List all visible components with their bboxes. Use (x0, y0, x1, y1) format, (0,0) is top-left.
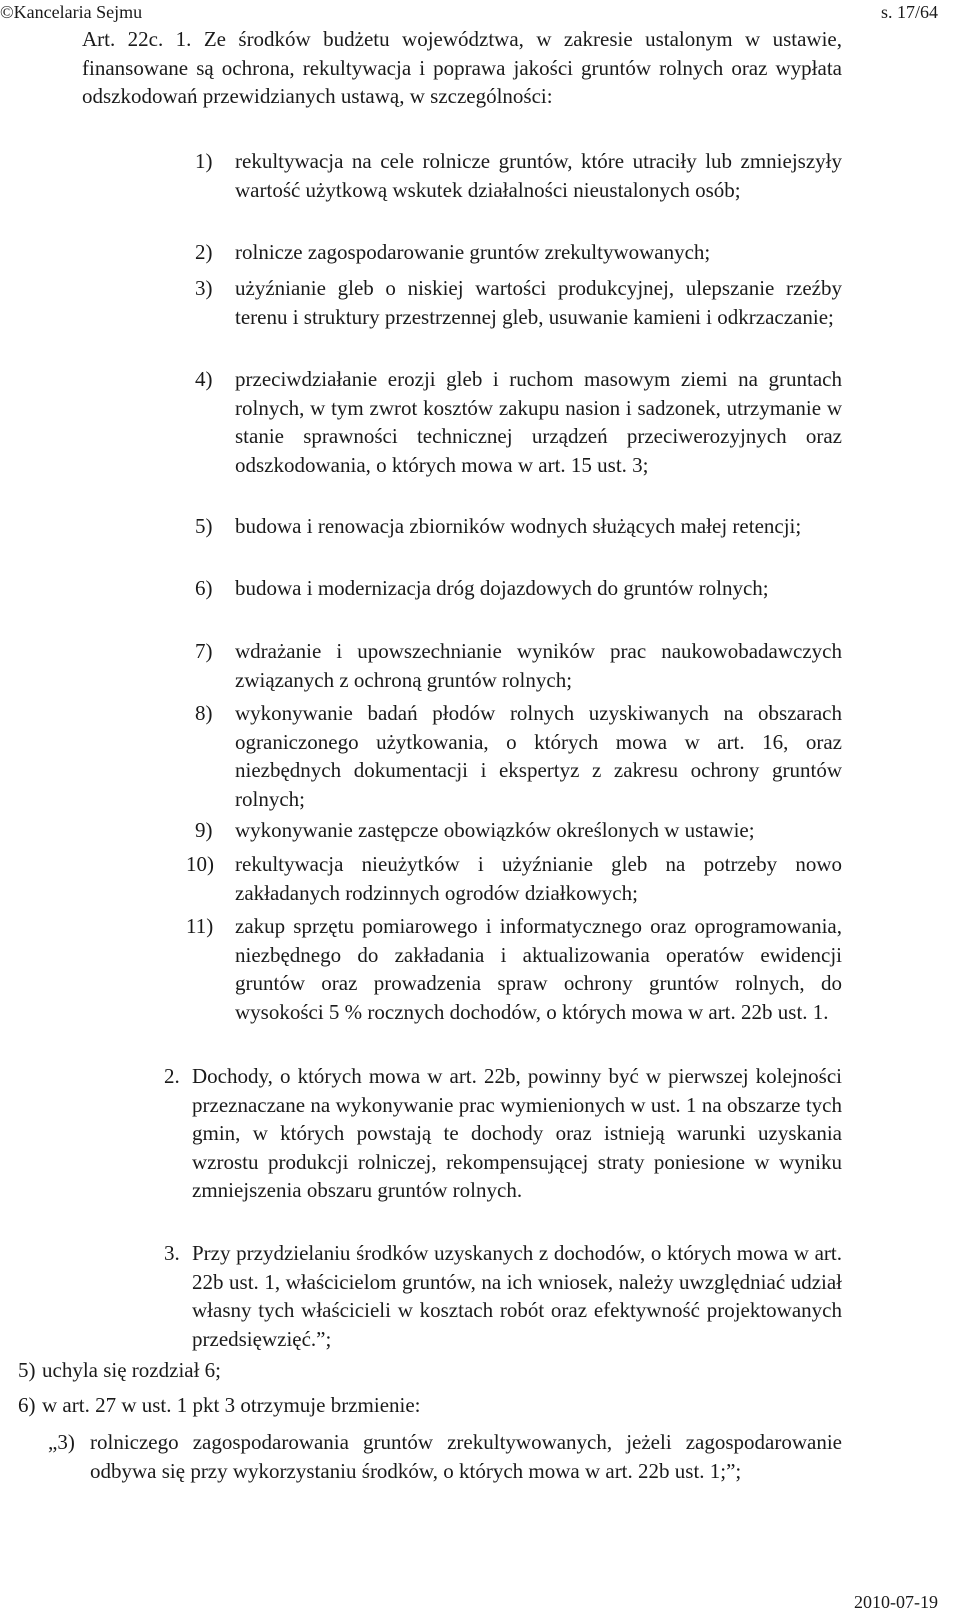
item-text: użyźnianie gleb o niskiej wartości produkcyjnej, ulepszanie rzeźby terenu i struktury przestrzennej gleb, usuwanie kamieni i odkrzaczanie; (235, 276, 842, 329)
item-number: 2) (195, 240, 213, 264)
list-item (195, 512, 842, 541)
amendment-number: 5) (18, 1358, 36, 1382)
amendment-text: uchyla się rozdział 6; (42, 1358, 222, 1382)
amendment-item (18, 1356, 842, 1385)
item-text: przeciwdziałanie erozji gleb i ruchom masowym ziemi na gruntach rolnych, w tym zwrot kosztów zakupu nasion i sadzonek, utrzymanie w stanie sprawności technicznej urządzeń przeciwerozyjnych oraz odszkodowania, o których mowa w art. 15 ust. 3; (235, 367, 842, 477)
amendment-text: w art. 27 w ust. 1 pkt 3 otrzymuje brzmienie: (42, 1393, 421, 1417)
item-number: 1) (195, 149, 213, 173)
item-text: zakup sprzętu pomiarowego i informatycznego oraz oprogramowania, niezbędnego do zakładania i aktualizowania operatów ewidencji gruntów oraz prowadzenia spraw ochrony gruntów rolnych, do wysokości 5 % rocznych dochodów, o których mowa w art. 22b ust. 1. (235, 914, 842, 1024)
list-item (195, 816, 842, 845)
article-label: Art. 22c. 1. (82, 27, 192, 51)
list-item (195, 574, 842, 603)
list-item (195, 699, 842, 813)
article-intro (82, 25, 842, 111)
paragraph-number: 2. (164, 1064, 180, 1088)
item-text: wykonywanie zastępcze obowiązków określonych w ustawie; (235, 818, 755, 842)
paragraph-item (164, 1062, 842, 1205)
item-number: 4) (195, 367, 213, 391)
item-text: rolnicze zagospodarowanie gruntów zrekultywowanych; (235, 240, 711, 264)
list-item (195, 238, 842, 267)
item-number: 5) (195, 514, 213, 538)
quoted-number: „3) (48, 1430, 75, 1454)
amendment-number: 6) (18, 1393, 36, 1417)
item-number: 6) (195, 576, 213, 600)
article-intro-text: Ze środków budżetu województwa, w zakresie ustalonym w ustawie, finansowane są ochrona, rekultywacja i poprawa jakości gruntów rolnych oraz wypłata odszkodowań przewidzianych ustawą, w szczególności: (82, 27, 843, 108)
item-number: 7) (195, 639, 213, 663)
amendment-item (18, 1391, 842, 1420)
header-source: ©Kancelaria Sejmu (0, 2, 143, 22)
item-text: rekultywacja nieużytków i użyźnianie gleb na potrzeby nowo zakładanych rodzinnych ogrodów działkowych; (235, 852, 842, 905)
quoted-provision (48, 1428, 842, 1485)
item-number: 9) (195, 818, 213, 842)
paragraph-text: Dochody, o których mowa w art. 22b, powinny być w pierwszej kolejności przeznaczane na wykonywanie prac wymienionych w ust. 1 na obszarze tych gmin, w których powstają te dochody oraz istnieją warunki uzyskania wzrostu produkcji rolniczej, rekompensującej straty poniesione w wyniku zmniejszenia obszaru gruntów rolnych. (192, 1064, 842, 1202)
footer-date: 2010-07-19 (854, 1592, 938, 1612)
paragraph-item (164, 1239, 842, 1353)
page-number: s. 17/64 (880, 2, 938, 22)
item-number: 11) (186, 914, 214, 938)
list-item (186, 850, 842, 907)
paragraph-text: Przy przydzielaniu środków uzyskanych z dochodów, o których mowa w art. 22b ust. 1, właścicielom gruntów, na ich wniosek, należy uwzględniać udział własny tych właścicieli w kosztach robót oraz efektywność projektowanych przedsięwzięć.”; (192, 1241, 842, 1351)
item-number: 8) (195, 701, 213, 725)
list-item (186, 912, 842, 1026)
item-text: wdrażanie i upowszechnianie wyników prac naukowobadawczych związanych z ochroną gruntów rolnych; (235, 639, 842, 692)
item-number: 10) (186, 852, 214, 876)
quoted-text: rolniczego zagospodarowania gruntów zrekultywowanych, jeżeli zagospodarowanie odbywa się przy wykorzystaniu środków, o których mowa w art. 22b ust. 1;”; (90, 1430, 842, 1483)
list-item (195, 365, 842, 479)
list-item (195, 637, 842, 694)
item-text: budowa i modernizacja dróg dojazdowych do gruntów rolnych; (235, 576, 769, 600)
item-number: 3) (195, 276, 213, 300)
list-item (195, 147, 842, 204)
item-text: wykonywanie badań płodów rolnych uzyskiwanych na obszarach ograniczonego użytkowania, o których mowa w art. 16, oraz niezbędnych dokumentacji i ekspertyz z zakresu ochrony gruntów rolnych; (235, 701, 842, 811)
paragraph-number: 3. (164, 1241, 180, 1265)
list-item (195, 274, 842, 331)
item-text: rekultywacja na cele rolnicze gruntów, które utraciły lub zmniejszyły wartość użytkową wskutek działalności nieustalonych osób; (235, 149, 842, 202)
item-text: budowa i renowacja zbiorników wodnych służących małej retencji; (235, 514, 802, 538)
